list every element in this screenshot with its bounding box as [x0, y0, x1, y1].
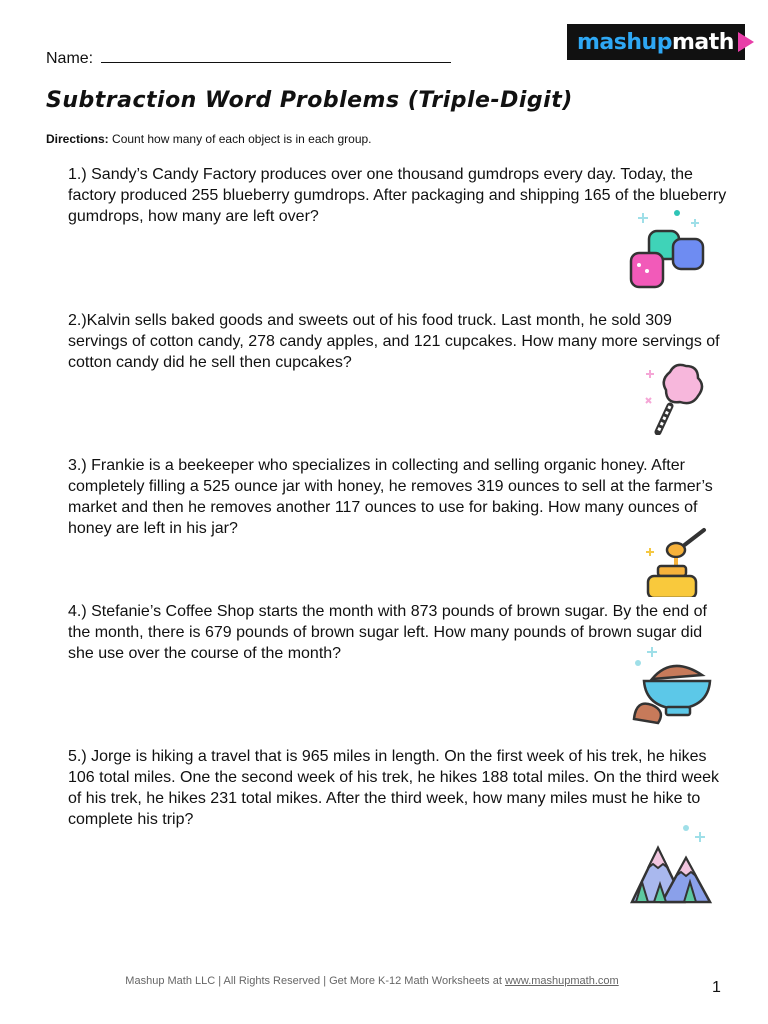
logo-play-icon — [738, 32, 754, 52]
name-label: Name: — [46, 50, 94, 67]
mountains-icon — [630, 822, 715, 904]
honey-jar-icon — [640, 522, 715, 597]
directions-label: Directions: — [46, 132, 109, 146]
page-number: 1 — [712, 979, 721, 996]
problem-5: 5.) Jorge is hiking a travel that is 965 miles in length. On the first week of his trek, he hikes 106 total miles. One the second week of his trek, he hikes 188 total miles. On the third week of his trek, he hikes 231 total mikes. After the third week, how many miles must he hike to complete his trip? — [68, 748, 720, 828]
problem-1: 1.) Sandy’s Candy Factory produces over one thousand gumdrops every day. Today, the factory produced 255 blueberry gumdrops. After packaging and shipping 165 of the blueberry gumdrops, how many are left over? — [68, 166, 727, 225]
problem-2: 2.)Kalvin sells baked goods and sweets out of his food truck. Last month, he sold 309 servings of cotton candy, 278 candy apples, and 121 cupcakes. How many more servings of cotton candy did he sell then cupcakes? — [68, 312, 720, 371]
logo-text-mashup: mashup — [577, 29, 672, 55]
mashup-math-logo — [567, 24, 745, 60]
cotton-candy-icon — [640, 360, 715, 435]
directions — [46, 132, 372, 146]
brown-sugar-bowl-icon — [630, 645, 715, 725]
logo-text-math: math — [671, 29, 734, 55]
directions-text: Count how many of each object is in each group. — [112, 132, 372, 146]
footer-text: Mashup Math LLC | All Rights Reserved | Get More K-12 Math Worksheets at — [125, 975, 502, 987]
name-field — [46, 48, 451, 68]
gumdrops-icon — [625, 205, 715, 295]
footer-link[interactable]: www.mashupmath.com — [504, 975, 619, 987]
problem-4: 4.) Stefanie’s Coffee Shop starts the month with 873 pounds of brown sugar. By the end of the month, there is 679 pounds of brown sugar left. How many pounds of brown sugar did she use over the course of the month? — [68, 603, 707, 662]
name-blank-line[interactable] — [101, 48, 451, 63]
worksheet-title: Subtraction Word Problems (Triple-Digit) — [46, 88, 573, 113]
problem-3: 3.) Frankie is a beekeeper who specializes in collecting and selling organic honey. After completely filling a 525 ounce jar with honey, he removes 319 ounces to sell at the farmer’s market and then he removes another 117 ounces to use for baking. How many ounces of honey are left in his jar? — [68, 457, 713, 537]
footer — [0, 975, 744, 987]
